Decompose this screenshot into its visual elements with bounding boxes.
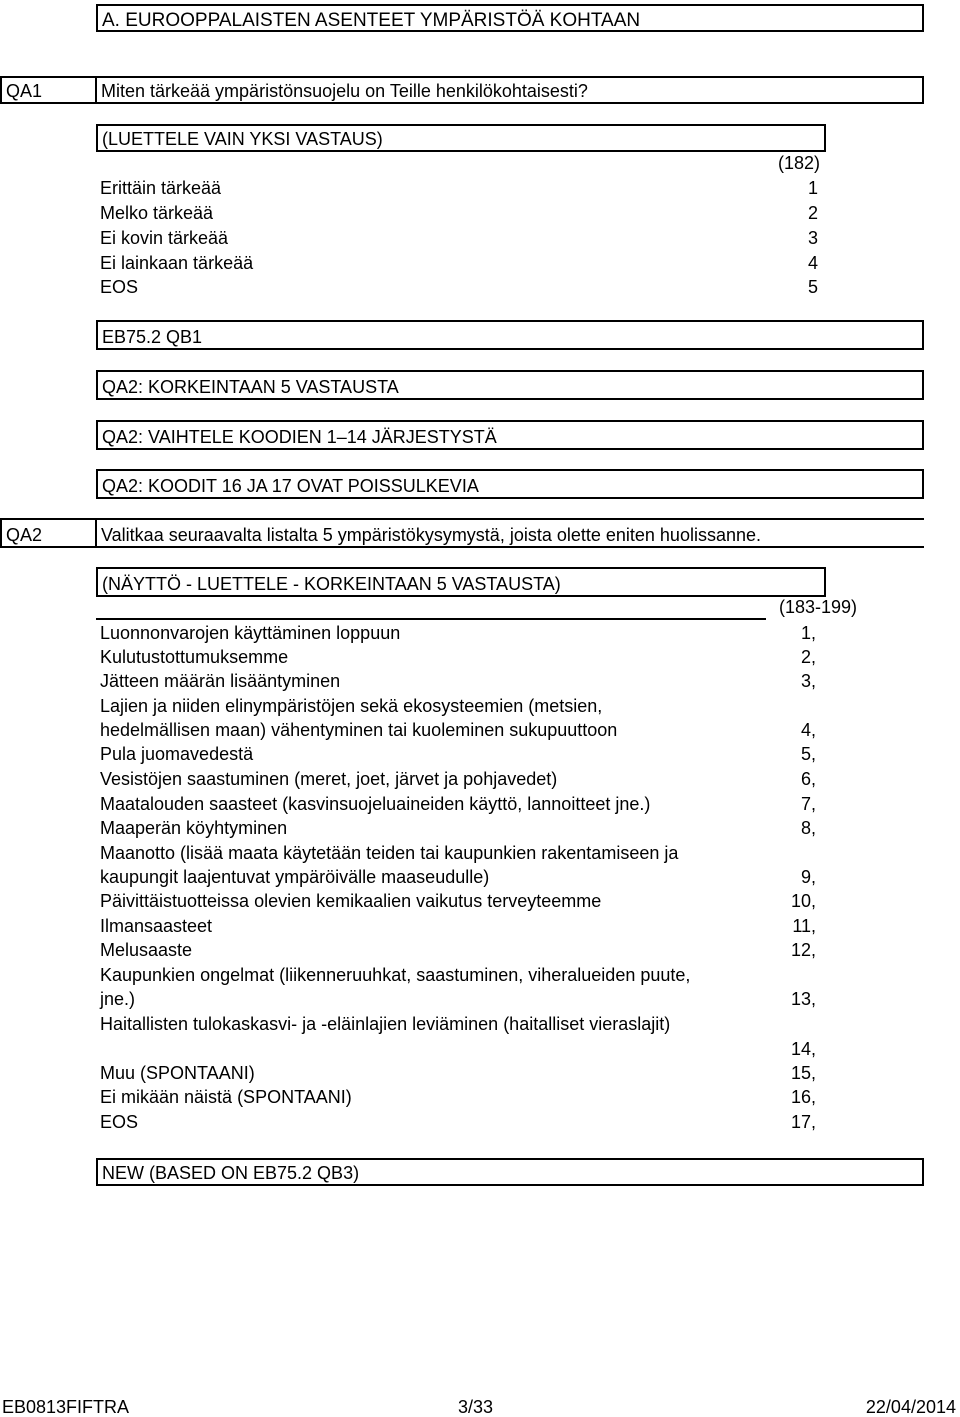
qa2-id: QA2 [0, 518, 97, 548]
qa2-answer-code: 16, [790, 1087, 816, 1107]
qa2-answer-label: Kulutustottumuksemme [100, 647, 289, 667]
qa1-question: Miten tärkeää ympäristönsuojelu on Teille henkilökohtaisesti? [95, 76, 924, 104]
qa2-answer-code: 10, [790, 891, 816, 911]
qa2-answer-label: Maaperän köyhtyminen [100, 818, 288, 838]
qa1-instruction: (LUETTELE VAIN YKSI VASTAUS) [96, 124, 826, 152]
qa2-answer-code: 14, [790, 1039, 816, 1059]
qa2-answer-code: 4, [800, 720, 816, 740]
qa1-answer-label: Melko tärkeää [100, 203, 214, 223]
qa1-answer-code: 5 [807, 277, 818, 297]
qa1-source: EB75.2 QB1 [96, 320, 924, 350]
qa2-answer-label: Jätteen määrän lisääntyminen [100, 671, 341, 691]
qa2-question: Valitkaa seuraavalta listalta 5 ympäristökysymystä, joista olette eniten huolissanne. [95, 518, 924, 548]
qa2-answer-label: Ei mikään näistä (SPONTAANI) [100, 1087, 352, 1107]
section-title: A. EUROOPPALAISTEN ASENTEET YMPÄRISTÖÄ KOHTAAN [96, 4, 924, 32]
qa2-answer-label: Päivittäistuotteissa olevien kemikaalien vaikutus terveyteemme [100, 891, 602, 911]
qa2-answer-label: Lajien ja niiden elinympäristöjen sekä ekosysteemien (metsien, [100, 696, 603, 716]
qa2-answer-code: 8, [800, 818, 816, 838]
qa2-answer-code: 1, [800, 623, 816, 643]
qa1-answer-code: 1 [807, 178, 818, 198]
footer-doc-id: EB0813FIFTRA [2, 1397, 130, 1417]
qa2-answer-label: Maatalouden saasteet (kasvinsuojeluaineiden käyttö, lannoitteet jne.) [100, 794, 651, 814]
qa2-answer-code: 15, [790, 1063, 816, 1083]
qa2-answer-label: Melusaaste [100, 940, 193, 960]
qa2-answer-label-cont: kaupungit laajentuvat ympäröivälle maaseudulle) [100, 867, 490, 887]
qa1-answer-code: 3 [807, 228, 818, 248]
qa1-answer-label: Ei kovin tärkeää [100, 228, 229, 248]
qa2-answer-label-cont: jne.) [100, 989, 136, 1009]
footer-date: 22/04/2014 [865, 1397, 956, 1417]
qa2-answer-code: 17, [790, 1112, 816, 1132]
qa2-answer-label: EOS [100, 1112, 139, 1132]
qa2-answer-code: 2, [800, 647, 816, 667]
footer-page-number: 3/33 [458, 1397, 494, 1417]
qa2-answer-label: Vesistöjen saastuminen (meret, joet, järvet ja pohjavedet) [100, 769, 558, 789]
qa2-answer-code: 3, [800, 671, 816, 691]
qa2-answer-label: Kaupunkien ongelmat (liikenneruuhkat, saastuminen, viheralueiden puute, [100, 965, 691, 985]
qa1-answer-code: 2 [807, 203, 818, 223]
qa2-column-code: (183-199) [778, 597, 857, 617]
qa2-source: NEW (BASED ON EB75.2 QB3) [96, 1158, 924, 1186]
qa2-answer-label: Luonnonvarojen käyttäminen loppuun [96, 618, 766, 645]
qa2-instruction: (NÄYTTÖ - LUETTELE - KORKEINTAAN 5 VASTAUSTA) [96, 567, 826, 597]
note-max-answers: QA2: KORKEINTAAN 5 VASTAUSTA [96, 370, 924, 400]
qa2-answer-code: 6, [800, 769, 816, 789]
qa1-answer-code: 4 [807, 253, 818, 273]
qa2-answer-label: Pula juomavedestä [100, 744, 254, 764]
qa2-answer-label: Maanotto (lisää maata käytetään teiden tai kaupunkien rakentamiseen ja [100, 843, 679, 863]
qa2-answer-label: Muu (SPONTAANI) [100, 1063, 255, 1083]
qa1-column-code: (182) [777, 153, 820, 173]
qa2-answer-code: 11, [792, 916, 816, 936]
qa1-id: QA1 [0, 76, 97, 104]
note-exclusive-codes: QA2: KOODIT 16 JA 17 OVAT POISSULKEVIA [96, 469, 924, 499]
qa2-answer-code: 13, [790, 989, 816, 1009]
qa2-answer-code: 12, [790, 940, 816, 960]
note-rotate-codes: QA2: VAIHTELE KOODIEN 1–14 JÄRJESTYSTÄ [96, 420, 924, 450]
qa1-answer-label: Erittäin tärkeää [100, 178, 222, 198]
qa2-answer-label-cont: hedelmällisen maan) vähentyminen tai kuoleminen sukupuuttoon [100, 720, 618, 740]
qa2-answer-label: Haitallisten tulokaskasvi- ja -eläinlajien leviäminen (haitalliset vieraslajit) [100, 1014, 671, 1034]
qa2-answer-label: Ilmansaasteet [100, 916, 213, 936]
qa1-answer-label: EOS [100, 277, 139, 297]
qa2-answer-code: 5, [800, 744, 816, 764]
qa2-answer-code: 7, [800, 794, 816, 814]
qa1-answer-label: Ei lainkaan tärkeää [100, 253, 254, 273]
qa2-answer-code: 9, [800, 867, 816, 887]
